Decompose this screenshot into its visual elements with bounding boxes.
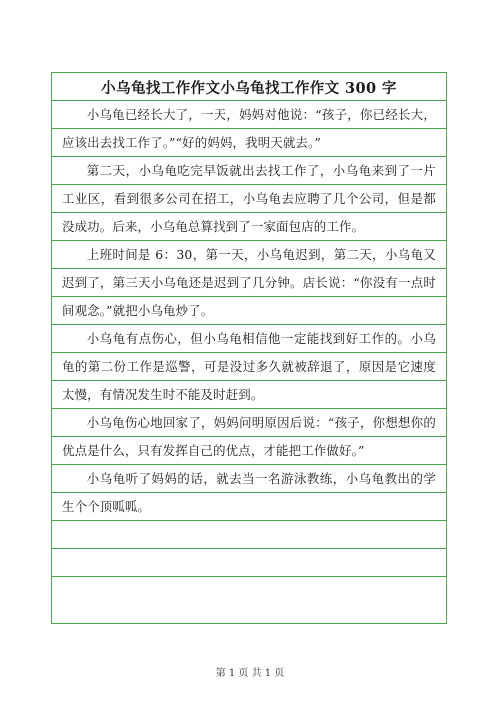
- ruled-line: [52, 521, 446, 549]
- essay-title: 小乌龟找工作作文小乌龟找工作作文 300 字: [101, 79, 397, 97]
- paragraph-5: 小乌龟伤心地回家了，妈妈问明原因后说：“孩子，你想想你的优点是什么，只有发挥自己的优点，才能把工作做好。”: [62, 415, 436, 458]
- paragraph-6: 小乌龟听了妈妈的话，就去当一名游泳教练，小乌龟教出的学生个个顶呱呱。: [62, 471, 436, 514]
- paragraph-3: 上班时间是 6：30，第一天，小乌龟迟到，第二天，小乌龟又迟到了，第三天小乌龟还是迟到了几分钟。店长说：“你没有一点时间观念。”就把小乌龟炒了。: [62, 247, 436, 318]
- page-footer: 第 1 页 共 1 页: [215, 668, 285, 679]
- ruled-line: [52, 577, 446, 605]
- lined-writing-sheet: [51, 72, 447, 624]
- paragraph-1: 小乌龟已经长大了，一天，妈妈对他说：“孩子，你已经长大，应该出去找工作了。”“好的妈妈，我明天就去。”: [62, 107, 436, 150]
- ruled-line: [52, 549, 446, 577]
- paragraph-2: 第二天，小乌龟吃完早饭就出去找工作了，小乌龟来到了一片工业区，看到很多公司在招工，小乌龟去应聘了几个公司，但是都没成功。后来，小乌龟总算找到了一家面包店的工作。: [62, 163, 436, 234]
- essay-body: [62, 101, 436, 521]
- paragraph-4: 小乌龟有点伤心，但小乌龟相信他一定能找到好工作的。小乌龟的第二份工作是巡警，可是没过多久就被辞退了，原因是它速度太慢，有情况发生时不能及时赶到。: [62, 331, 436, 402]
